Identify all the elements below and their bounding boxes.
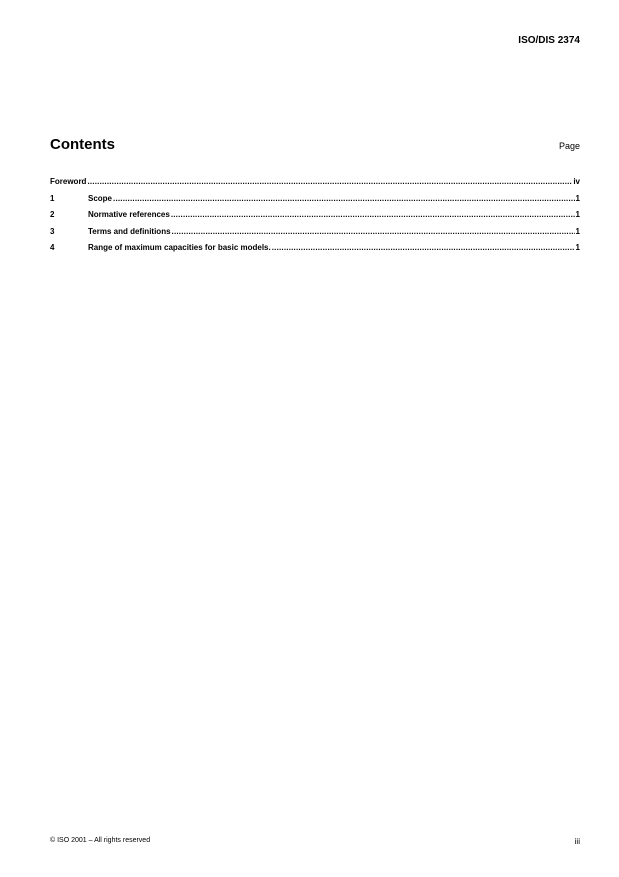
toc-entry-page: iv <box>573 177 580 186</box>
toc-entry-title: Scope <box>88 193 113 203</box>
toc-entry-page: 1 <box>575 193 580 203</box>
toc-entry-foreword[interactable] <box>50 177 580 194</box>
toc-entry-number: 3 <box>50 226 55 236</box>
toc-entry-range-of-maximum-capacities[interactable] <box>50 243 580 260</box>
contents-title: Contents <box>50 136 115 153</box>
dot-leader <box>172 227 575 236</box>
page-footer <box>50 837 580 849</box>
toc-entry-terms-and-definitions[interactable] <box>50 227 580 244</box>
toc-entry-number: 4 <box>50 243 55 253</box>
toc-entry-page: 1 <box>575 226 580 236</box>
toc-entry-title: Terms and definitions <box>88 226 171 236</box>
toc-entry-page: 1 <box>575 210 580 220</box>
toc-entry-title: Range of maximum capacities for basic models. <box>88 243 271 253</box>
dot-leader <box>171 210 575 219</box>
dot-leader <box>87 177 572 186</box>
toc-entry-page: 1 <box>575 243 580 253</box>
document-identifier: ISO/DIS 2374 <box>518 35 580 46</box>
toc-entry-title: Normative references <box>88 210 170 220</box>
toc-entry-number: 1 <box>50 193 55 203</box>
dot-leader <box>113 194 575 203</box>
page-column-label: Page <box>558 141 580 151</box>
copyright-notice: © ISO 2001 – All rights reserved <box>50 837 151 844</box>
table-of-contents <box>50 177 580 260</box>
dot-leader <box>272 243 575 252</box>
toc-entry-normative-references[interactable] <box>50 210 580 227</box>
toc-entry-scope[interactable] <box>50 194 580 211</box>
page-number: iii <box>574 837 580 846</box>
toc-entry-title: Foreword <box>50 177 87 186</box>
toc-entry-number: 2 <box>50 210 55 220</box>
contents-header <box>50 136 580 156</box>
